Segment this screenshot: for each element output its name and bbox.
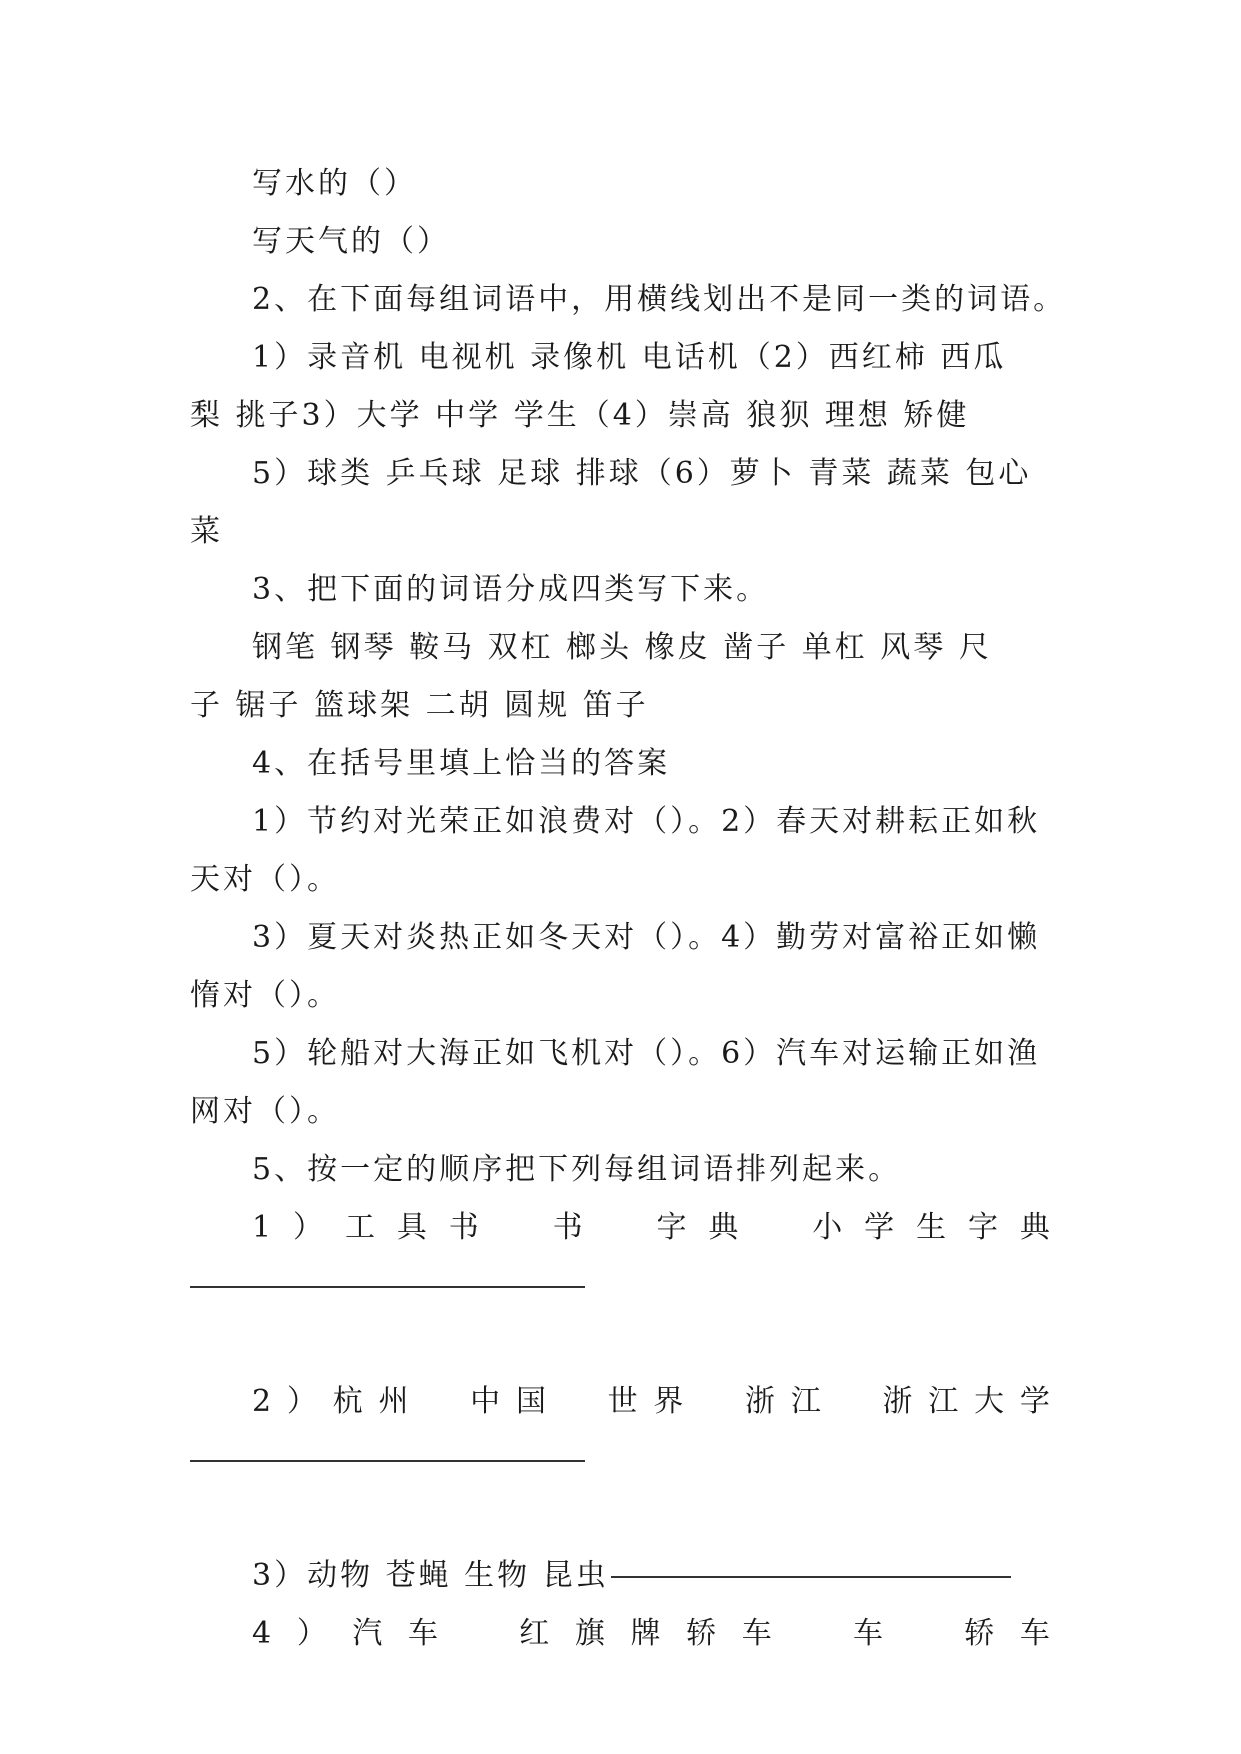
question-4-line-2: 天对（）。 (190, 862, 340, 897)
glyph: 江 (790, 1384, 821, 1419)
answer-blank-line (190, 1431, 1050, 1489)
glyph: 具 (396, 1210, 427, 1245)
question-2-line-4: 菜 (190, 514, 223, 549)
glyph: 牌 (630, 1616, 661, 1651)
glyph: 1 (252, 1210, 272, 1245)
glyph: 生 (916, 1210, 947, 1245)
glyph (501, 1199, 531, 1257)
glyph: 车 (1019, 1616, 1050, 1651)
text-line: 写水的（） (252, 166, 417, 201)
glyph: 江 (928, 1384, 959, 1419)
glyph: 轿 (964, 1616, 995, 1651)
glyph: 车 (741, 1616, 772, 1651)
answer-blank-line (611, 1576, 1011, 1578)
question-5-item-3-text: 3）动物 苍蝇 生物 昆虫 (252, 1558, 609, 1593)
glyph: 学 (1019, 1384, 1050, 1419)
glyph: 4 (252, 1616, 272, 1651)
glyph (424, 1373, 454, 1431)
glyph: 世 (607, 1384, 638, 1419)
glyph: ） (296, 1616, 327, 1651)
question-3-line-2: 子 锯子 篮球架 二胡 圆规 笛子 (190, 688, 649, 723)
glyph: 界 (653, 1384, 684, 1419)
glyph: 典 (1019, 1210, 1050, 1245)
question-4-line-3: 3）夏天对炎热正如冬天对（）。4）勤劳对富裕正如懒 (252, 920, 1041, 955)
answer-blank-line (190, 1257, 1050, 1315)
glyph: 2 (252, 1384, 272, 1419)
glyph (909, 1605, 939, 1663)
glyph: 红 (519, 1616, 550, 1651)
question-2-line-3: 5）球类 乒乓球 足球 排球（6）萝卜 青菜 蔬菜 包心 (252, 456, 1032, 491)
glyph: 汽 (352, 1616, 383, 1651)
glyph: 浙 (745, 1384, 776, 1419)
glyph: 书 (552, 1210, 583, 1245)
question-4-line-5: 5）轮船对大海正如飞机对（）。6）汽车对运输正如渔 (252, 1036, 1041, 1071)
question-4: 4、在括号里填上恰当的答案 (252, 746, 671, 781)
glyph: 中 (470, 1384, 501, 1419)
question-4-line-4: 惰对（）。 (190, 978, 340, 1013)
glyph: 车 (852, 1616, 883, 1651)
text-line: 写天气的（） (252, 224, 450, 259)
glyph: 杭 (332, 1384, 363, 1419)
question-5-item-3 (190, 1547, 1050, 1605)
question-3-line-1: 钢笔 钢琴 鞍马 双杠 榔头 橡皮 凿子 单杠 风琴 尺 (252, 630, 992, 665)
question-5-item-2 (190, 1373, 1050, 1431)
question-5-item-4 (190, 1605, 1050, 1663)
glyph (562, 1373, 592, 1431)
question-2-line-1: 1）录音机 电视机 录像机 电话机（2）西红柿 西瓜 (252, 340, 1007, 375)
glyph: 国 (515, 1384, 546, 1419)
glyph (837, 1373, 867, 1431)
glyph (797, 1605, 827, 1663)
glyph (464, 1605, 494, 1663)
glyph: 州 (378, 1384, 409, 1419)
question-4-line-1: 1）节约对光荣正如浪费对（）。2）春天对耕耘正如秋 (252, 804, 1041, 839)
glyph: 工 (344, 1210, 375, 1245)
document-page (190, 155, 1067, 1663)
question-5-item-1 (190, 1199, 1050, 1257)
question-5: 5、按一定的顺序把下列每组词语排列起来。 (252, 1152, 902, 1187)
glyph: ） (293, 1210, 324, 1245)
glyph (605, 1199, 635, 1257)
glyph: 字 (656, 1210, 687, 1245)
glyph: 大 (974, 1384, 1005, 1419)
glyph: 浙 (882, 1384, 913, 1419)
glyph: 书 (448, 1210, 479, 1245)
glyph: 字 (968, 1210, 998, 1245)
question-3: 3、把下面的词语分成四类写下来。 (252, 572, 770, 607)
glyph: 轿 (686, 1616, 717, 1651)
glyph: ） (286, 1384, 317, 1419)
glyph: 小 (812, 1210, 843, 1245)
question-2-line-2: 梨 挑子3）大学 中学 学生（4）崇高 狼狈 理想 矫健 (190, 398, 970, 433)
question-4-line-6: 网对（）。 (190, 1094, 340, 1129)
glyph (760, 1199, 790, 1257)
question-2: 2、在下面每组词语中，用横线划出不是同一类的词语。 (252, 282, 1067, 317)
glyph: 车 (407, 1616, 438, 1651)
glyph: 旗 (574, 1616, 605, 1651)
glyph: 学 (864, 1210, 895, 1245)
glyph: 典 (708, 1210, 739, 1245)
glyph (699, 1373, 729, 1431)
